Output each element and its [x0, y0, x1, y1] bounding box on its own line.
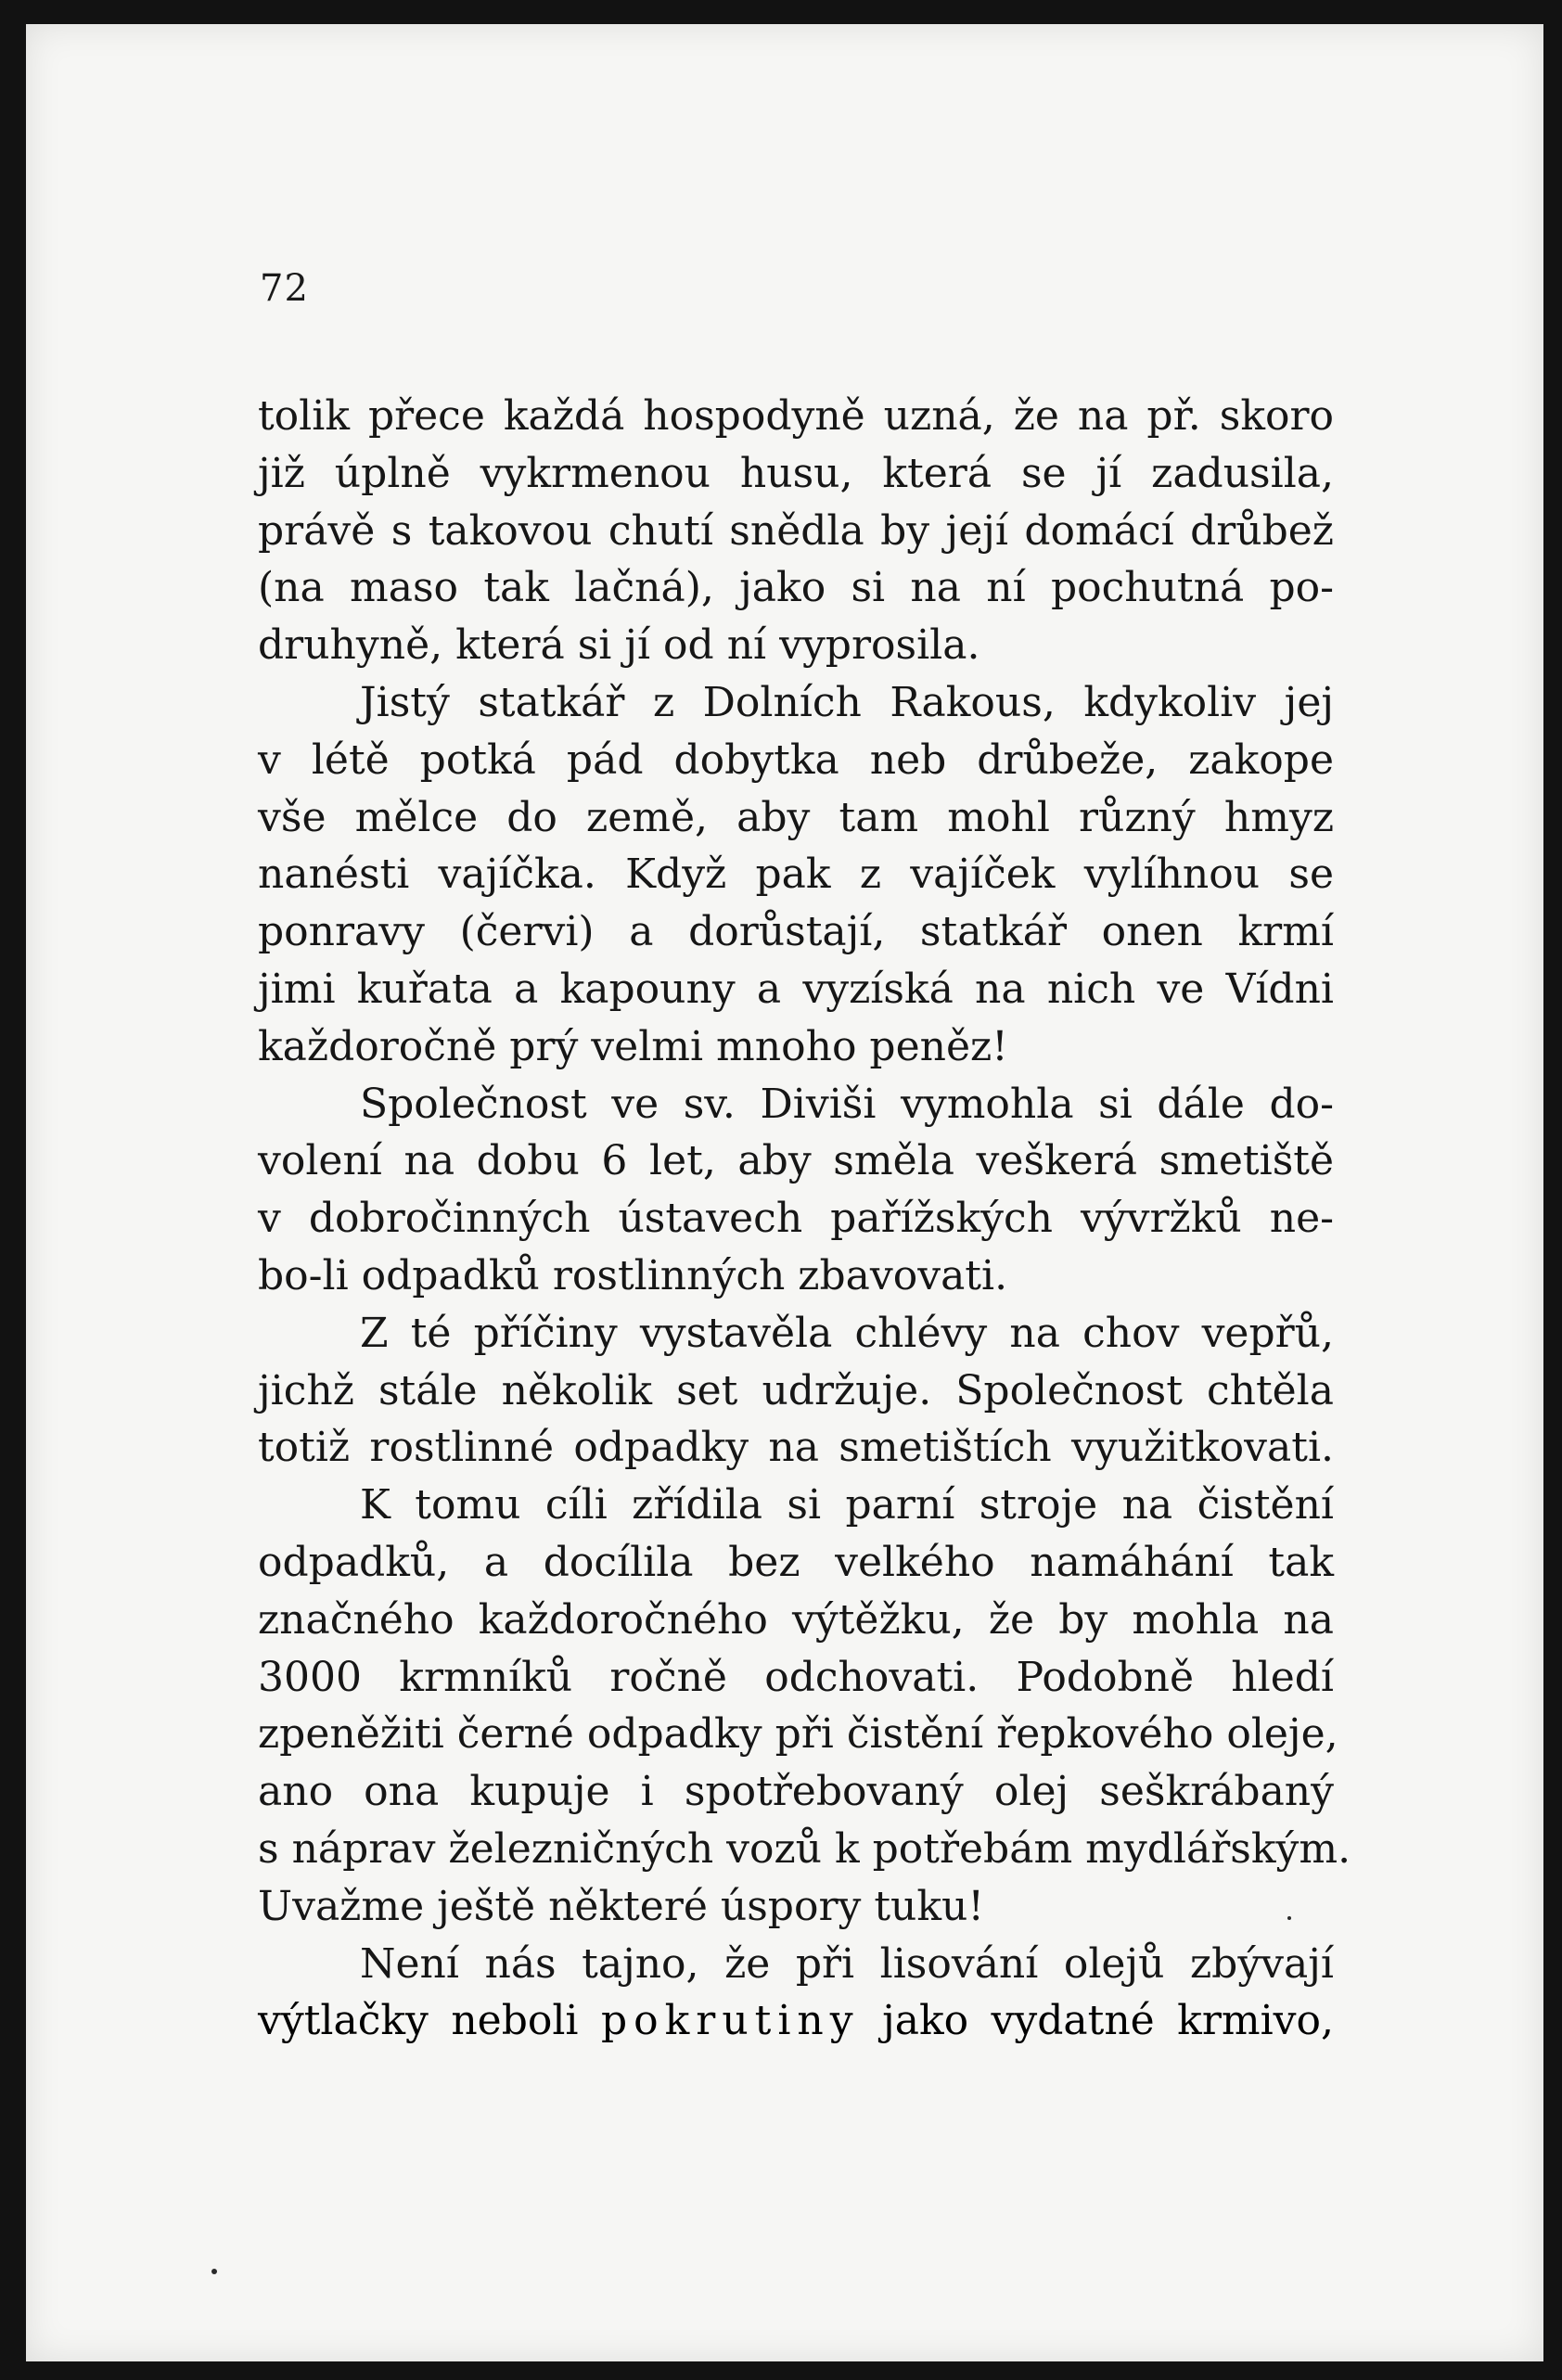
- book-page: [26, 24, 1543, 2361]
- text-line: již úplně vykrmenou husu, která se jí zadusila,: [258, 449, 1334, 497]
- page-number: 72: [260, 267, 309, 310]
- text-line: Z té příčiny vystavěla chlévy na chov vepřů,: [360, 1309, 1334, 1357]
- text-line: značného každoročného výtěžku, že by mohla na: [258, 1595, 1334, 1644]
- text-line: bo-li odpadků rostlinných zbavovati.: [258, 1251, 1008, 1299]
- text-line: druhyně, která si jí od ní vyprosila.: [258, 621, 980, 670]
- text-line: volení na dobu 6 let, aby směla veškerá smetiště: [258, 1137, 1334, 1185]
- text-line: Není nás tajno, že při lisování olejů zbývají: [360, 1939, 1334, 1988]
- text-line: Jistý statkář z Dolních Rakous, kdykoliv jej: [360, 678, 1334, 726]
- text-line: jichž stále několik set udržuje. Společnost chtěla: [258, 1366, 1334, 1414]
- text-line: ano ona kupuje i spotřebovaný olej seškrábaný: [258, 1768, 1334, 1816]
- text-line: jimi kuřata a kapouny a vyzíská na nich ve Vídni: [258, 965, 1334, 1013]
- text-segment: výtlačky neboli: [258, 1997, 601, 2045]
- text-line: Společnost ve sv. Diviši vymohla si dále do-: [360, 1080, 1334, 1128]
- text-line: odpadků, a docílila bez velkého namáhání tak: [258, 1538, 1334, 1586]
- text-line: ponravy (červi) a dorůstají, statkář onen krmí: [258, 908, 1334, 956]
- text-line: v dobročinných ústavech pařížských vývržků ne-: [258, 1195, 1334, 1243]
- page-text: [258, 388, 1351, 1992]
- text-line: K tomu cíli zřídila si parní stroje na čistění: [360, 1481, 1334, 1529]
- text-line: nanésti vajíčka. Když pak z vajíček vylíhnou se: [258, 851, 1334, 899]
- text-line: totiž rostlinné odpadky na smetištích využitkovati.: [258, 1424, 1334, 1472]
- text-line: v létě potká pád dobytka neb drůbeže, zakope: [258, 736, 1334, 784]
- text-line: právě s takovou chutí snědla by její domácí drůbež: [258, 506, 1334, 555]
- text-line: (na maso tak lačná), jako si na ní pochutná po-: [258, 564, 1334, 612]
- text-line: 3000 krmníků ročně odchovati. Podobně hledí: [258, 1653, 1334, 1701]
- paper-speck: [1287, 1916, 1291, 1920]
- text-line-final: [258, 1992, 1334, 2050]
- text-line: Uvažme ještě některé úspory tuku!: [258, 1882, 985, 1930]
- text-line: s náprav železničných vozů k potřebám mydlářským.: [258, 1824, 1351, 1873]
- text-line: vše mělce do země, aby tam mohl různý hmyz: [258, 793, 1334, 841]
- text-line: každoročně prý velmi mnoho peněz!: [258, 1022, 1008, 1070]
- text-line: tolik přece každá hospodyně uzná, že na př. skoro: [258, 392, 1334, 440]
- paper-speck: [211, 2269, 217, 2274]
- text-line: zpeněžiti černé odpadky při čistění řepkového oleje,: [258, 1710, 1338, 1759]
- spaced-emphasis-word: pokrutiny: [600, 1997, 860, 2045]
- text-segment: jako vydatné krmivo,: [859, 1997, 1335, 2045]
